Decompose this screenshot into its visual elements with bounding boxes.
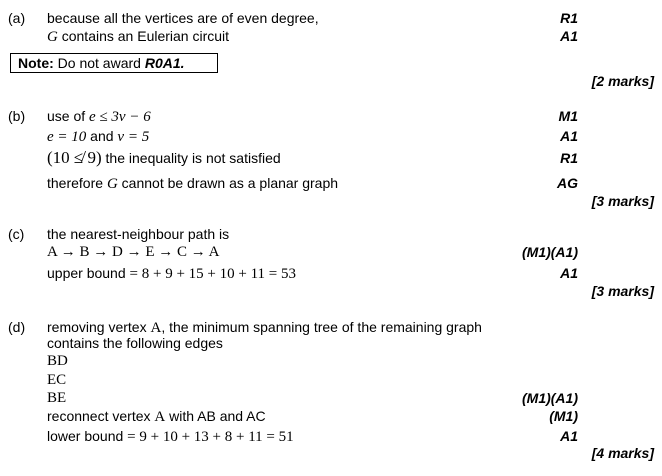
note-code: R0A1. bbox=[144, 55, 185, 71]
part-d-line-6-text: with AB and AC bbox=[165, 408, 266, 424]
part-b-line-2 bbox=[47, 127, 149, 146]
part-d-total: [4 marks] bbox=[591, 445, 654, 461]
lower-bound-sum: = 9 + 10 + 13 + 8 + 11 = 51 bbox=[127, 429, 294, 445]
mark-a1: A1 bbox=[560, 265, 578, 281]
mark-m1-a1: (M1)(A1) bbox=[522, 244, 578, 260]
part-b-line-1 bbox=[47, 107, 151, 126]
part-c-line-1: the nearest-neighbour path is bbox=[47, 226, 230, 242]
mark-r1: R1 bbox=[560, 10, 578, 26]
part-b-line-1-text: use of bbox=[47, 108, 90, 124]
part-b-line-4-text: cannot be drawn as a planar graph bbox=[117, 175, 339, 191]
inequality-check: (10 ≰ 9) bbox=[47, 148, 102, 167]
mark-a1: A1 bbox=[560, 428, 578, 444]
variable-g: G bbox=[47, 29, 58, 45]
mark-m1: M1 bbox=[558, 108, 578, 124]
part-d-label: (d) bbox=[8, 319, 26, 335]
lower-bound-label: lower bound bbox=[47, 428, 128, 444]
mark-m1-a1: (M1)(A1) bbox=[522, 390, 578, 406]
note-box bbox=[10, 53, 218, 73]
part-a-total: [2 marks] bbox=[591, 73, 654, 89]
nearest-neighbour-path: A → B → D → E → C → A bbox=[47, 244, 220, 260]
inequality-formula: e ≤ 3v − 6 bbox=[89, 109, 151, 125]
mark-r1: R1 bbox=[560, 150, 578, 166]
part-d-line-6 bbox=[47, 407, 266, 426]
vertex-a: A bbox=[154, 409, 166, 425]
part-b-and: and bbox=[86, 128, 118, 144]
upper-bound-label: upper bound bbox=[47, 265, 130, 281]
part-b-line-4 bbox=[47, 174, 338, 193]
edge-ec: EC bbox=[47, 372, 67, 388]
part-d-line-7 bbox=[47, 427, 294, 446]
part-d-line-6-prefix: reconnect vertex bbox=[47, 408, 155, 424]
edges-value: e = 10 bbox=[47, 129, 87, 145]
mark-ag: AG bbox=[557, 175, 578, 191]
part-d-line-1-prefix: removing vertex bbox=[47, 319, 151, 335]
note-prefix: Note: bbox=[18, 55, 54, 71]
note-text: Do not award bbox=[53, 55, 145, 71]
edge-be: BE bbox=[47, 390, 67, 406]
mark-a1: A1 bbox=[560, 28, 578, 44]
part-c-label: (c) bbox=[8, 226, 25, 242]
vertex-a: A bbox=[150, 320, 162, 336]
part-a-line-1: because all the vertices are of even degree, bbox=[47, 10, 319, 26]
part-b-label: (b) bbox=[8, 108, 26, 124]
mark-m1: (M1) bbox=[549, 408, 578, 424]
part-c-total: [3 marks] bbox=[591, 283, 654, 299]
part-b-total: [3 marks] bbox=[591, 193, 654, 209]
edge-bd: BD bbox=[47, 353, 68, 369]
mark-a1: A1 bbox=[560, 128, 578, 144]
part-d-line-2: contains the following edges bbox=[47, 335, 223, 351]
part-c-line-3 bbox=[47, 264, 296, 283]
variable-g: G bbox=[106, 176, 118, 192]
part-d-line-1-text: , the minimum spanning tree of the remaining graph bbox=[161, 319, 482, 335]
upper-bound-sum: = 8 + 9 + 15 + 10 + 11 = 53 bbox=[129, 266, 296, 282]
part-a-line-2 bbox=[47, 27, 229, 46]
part-b-line-4-prefix: therefore bbox=[47, 175, 107, 191]
part-b-line-3-text: the inequality is not satisfied bbox=[101, 150, 281, 166]
vertices-value: v = 5 bbox=[117, 129, 150, 145]
part-b-line-3 bbox=[47, 149, 281, 167]
part-a-label: (a) bbox=[8, 10, 26, 26]
part-a-line-2-text: contains an Eulerian circuit bbox=[57, 28, 230, 44]
